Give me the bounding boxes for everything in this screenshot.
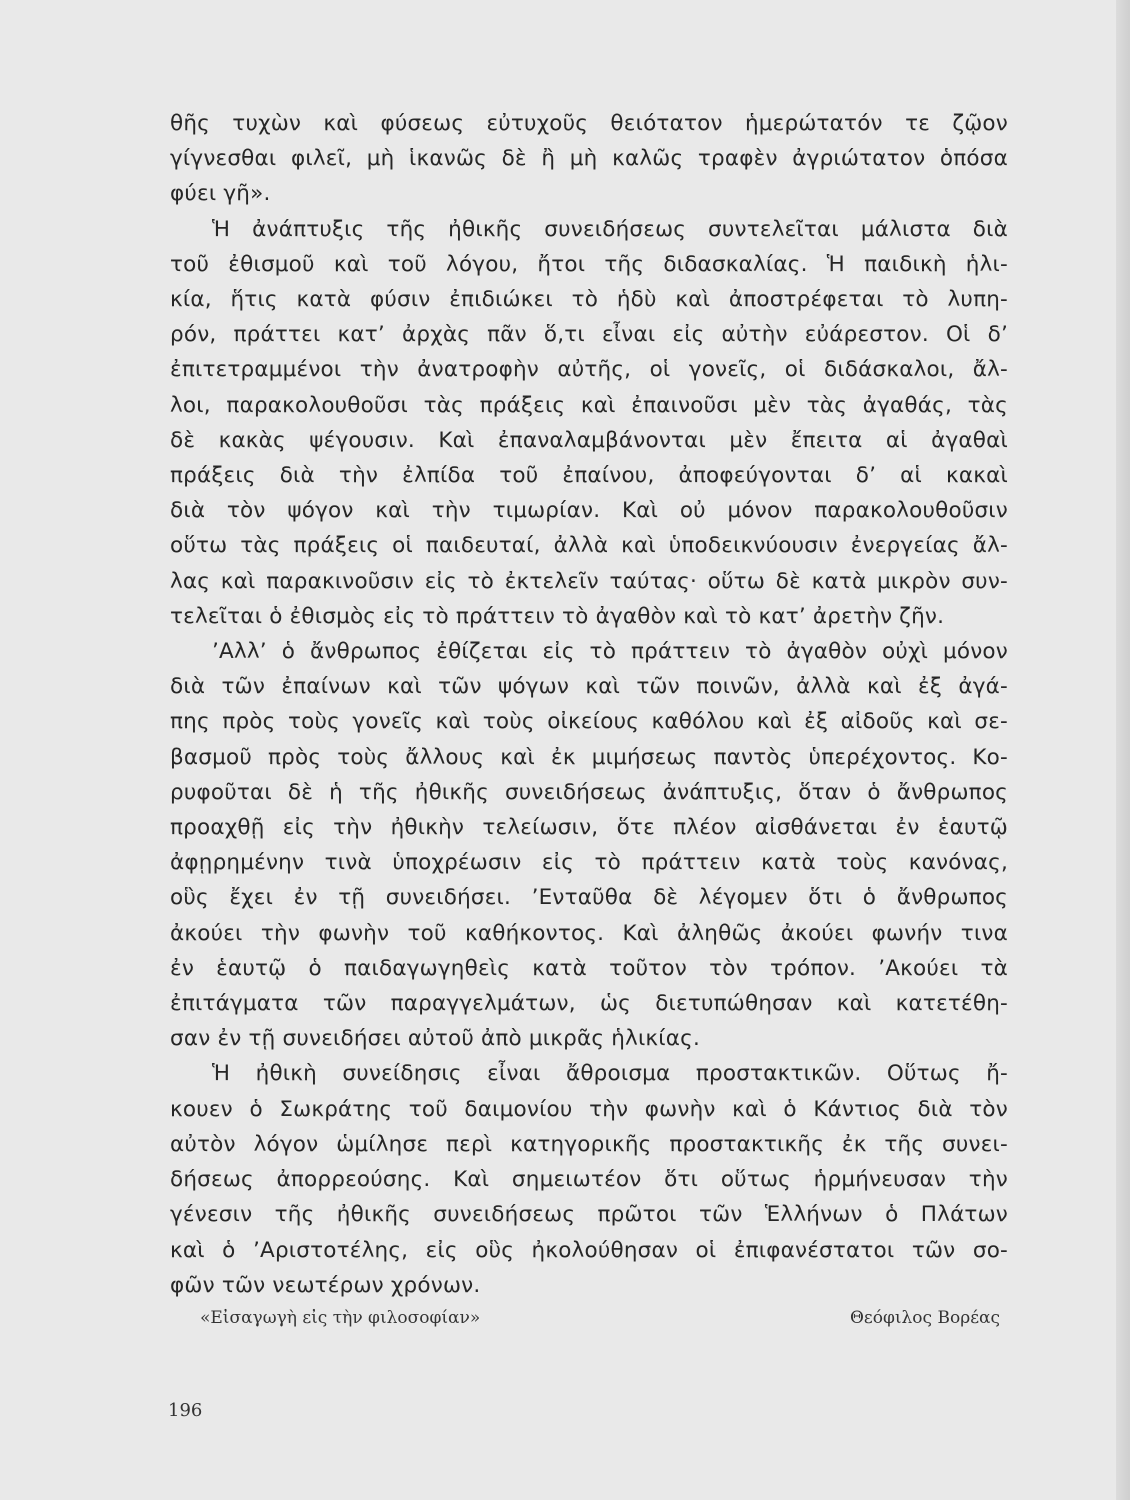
text-line: κουεν ὁ Σωκράτης τοῦ δαιμονίου τὴν φωνὴν καὶ ὁ Κάντιος διὰ τὸν: [170, 1096, 1008, 1122]
text-line: ρόν, πράττει κατ’ ἀρχὰς πᾶν ὅ,τι εἶναι εἰς αὐτὴν εὐάρεστον. Οἱ δ’: [170, 322, 1008, 348]
text-line: πράξεις διὰ τὴν ἐλπίδα τοῦ ἐπαίνου, ἀποφεύγονται δ’ αἱ κακαὶ: [170, 463, 1008, 489]
body-text: [170, 106, 1008, 1303]
text-line: θῆς τυχὼν καὶ φύσεως εὐτυχοῦς θειότατον ἡμερώτατόν τε ζῷον: [170, 111, 1008, 136]
text-line: Ἡ ἠθικὴ συνείδησις εἶναι ἄθροισμα προστακτικῶν. Οὕτως ἤ-: [212, 1061, 1008, 1087]
paragraph: [170, 1056, 1008, 1302]
text-line: γίγνεσθαι φιλεῖ, μὴ ἱκανῶς δὲ ἢ μὴ καλῶς τραφὲν ἀγριώτατον ὁπόσα: [170, 146, 1008, 172]
text-line: γένεσιν τῆς ἠθικῆς συνειδήσεως πρῶτοι τῶν Ἑλλήνων ὁ Πλάτων: [170, 1202, 1008, 1228]
text-line: τοῦ ἐθισμοῦ καὶ τοῦ λόγου, ἤτοι τῆς διδασκαλίας. Ἡ παιδικὴ ἡλι-: [170, 251, 1008, 277]
text-line: πης πρὸς τοὺς γονεῖς καὶ τοὺς οἰκείους καθόλου καὶ ἐξ αἰδοῦς καὶ σε-: [170, 709, 1008, 735]
text-line: ρυφοῦται δὲ ἡ τῆς ἠθικῆς συνειδήσεως ἀνάπτυξις, ὅταν ὁ ἄνθρωπος: [170, 779, 1008, 805]
text-line: αὐτὸν λόγον ὡμίλησε περὶ κατηγορικῆς προστακτικῆς ἐκ τῆς συνει-: [170, 1131, 1008, 1157]
text-line: Ἡ ἀνάπτυξις τῆς ἠθικῆς συνειδήσεως συντελεῖται μάλιστα διὰ: [212, 216, 1008, 242]
text-line: ἀφῃρημένην τινὰ ὑποχρέωσιν εἰς τὸ πράττειν κατὰ τοὺς κανόνας,: [170, 850, 1008, 876]
author-name: Θεόφιλος Βορέας: [849, 1308, 1000, 1328]
page-edge: [1116, 0, 1130, 1500]
paragraph: [170, 212, 1008, 634]
page-number: 196: [168, 1400, 203, 1421]
text-line: κία, ἥτις κατὰ φύσιν ἐπιδιώκει τὸ ἡδὺ καὶ ἀποστρέφεται τὸ λυπη-: [170, 287, 1008, 313]
text-line: ἐπιτάγματα τῶν παραγγελμάτων, ὡς διετυπώθησαν καὶ κατετέθη-: [170, 991, 1008, 1017]
text-line: ’Αλλ’ ὁ ἄνθρωπος ἐθίζεται εἰς τὸ πράττειν τὸ ἀγαθὸν οὐχὶ μόνον: [212, 639, 1008, 665]
text-line: φύει γῆ».: [170, 181, 271, 207]
paragraph: [170, 106, 1008, 212]
text-line: διὰ τὸν ψόγον καὶ τὴν τιμωρίαν. Καὶ οὐ μόνον παρακολουθοῦσιν: [170, 498, 1008, 524]
text-line: λοι, παρακολουθοῦσι τὰς πράξεις καὶ ἐπαινοῦσι μὲν τὰς ἀγαθάς, τὰς: [170, 392, 1008, 418]
text-line: ἐν ἑαυτῷ ὁ παιδαγωγηθεὶς κατὰ τοῦτον τὸν τρόπον. ’Ακούει τὰ: [170, 955, 1008, 981]
text-line: δὲ κακὰς ψέγουσιν. Καὶ ἐπαναλαμβάνονται μὲν ἔπειτα αἱ ἀγαθαὶ: [170, 427, 1008, 453]
text-line: φῶν τῶν νεωτέρων χρόνων.: [170, 1272, 481, 1298]
text-line: οὓς ἔχει ἐν τῇ συνειδήσει. ’Ενταῦθα δὲ λέγομεν ὅτι ὁ ἄνθρωπος: [170, 885, 1008, 911]
text-line: καὶ ὁ ’Αριστοτέλης, εἰς οὓς ἠκολούθησαν οἱ ἐπιφανέστατοι τῶν σο-: [170, 1237, 1008, 1263]
text-line: δήσεως ἀπορρεούσης. Καὶ σημειωτέον ὅτι οὕτως ἡρμήνευσαν τὴν: [170, 1167, 1008, 1193]
text-line: διὰ τῶν ἐπαίνων καὶ τῶν ψόγων καὶ τῶν ποινῶν, ἀλλὰ καὶ ἐξ ἀγά-: [170, 674, 1008, 700]
text-line: τελεῖται ὁ ἐθισμὸς εἰς τὸ πράττειν τὸ ἀγαθὸν καὶ τὸ κατ’ ἀρετὴν ζῆν.: [170, 603, 945, 629]
text-line: ἀκούει τὴν φωνὴν τοῦ καθήκοντος. Καὶ ἀληθῶς ἀκούει φωνήν τινα: [170, 920, 1008, 946]
text-line: σαν ἐν τῇ συνειδήσει αὐτοῦ ἀπὸ μικρᾶς ἡλικίας.: [170, 1026, 701, 1052]
text-line: βασμοῦ πρὸς τοὺς ἄλλους καὶ ἐκ μιμήσεως παντὸς ὑπερέχοντος. Κο-: [170, 744, 1008, 770]
text-line: λας καὶ παρακινοῦσιν εἰς τὸ ἐκτελεῖν ταύτας· οὕτω δὲ κατὰ μικρὸν συν-: [170, 568, 1008, 594]
paragraph: [170, 634, 1008, 1056]
text-line: ἐπιτετραμμένοι τὴν ἀνατροφὴν αὐτῆς, οἱ γονεῖς, οἱ διδάσκαλοι, ἄλ-: [170, 357, 1008, 383]
text-line: προαχθῇ εἰς τὴν ἠθικὴν τελείωσιν, ὅτε πλέον αἰσθάνεται ἐν ἑαυτῷ: [170, 815, 1008, 841]
text-line: οὕτω τὰς πράξεις οἱ παιδευταί, ἀλλὰ καὶ ὑποδεικνύουσιν ἐνεργείας ἄλ-: [170, 533, 1008, 559]
source-title: «Εἰσαγωγὴ εἰς τὴν φιλοσοφίαν»: [200, 1308, 481, 1328]
